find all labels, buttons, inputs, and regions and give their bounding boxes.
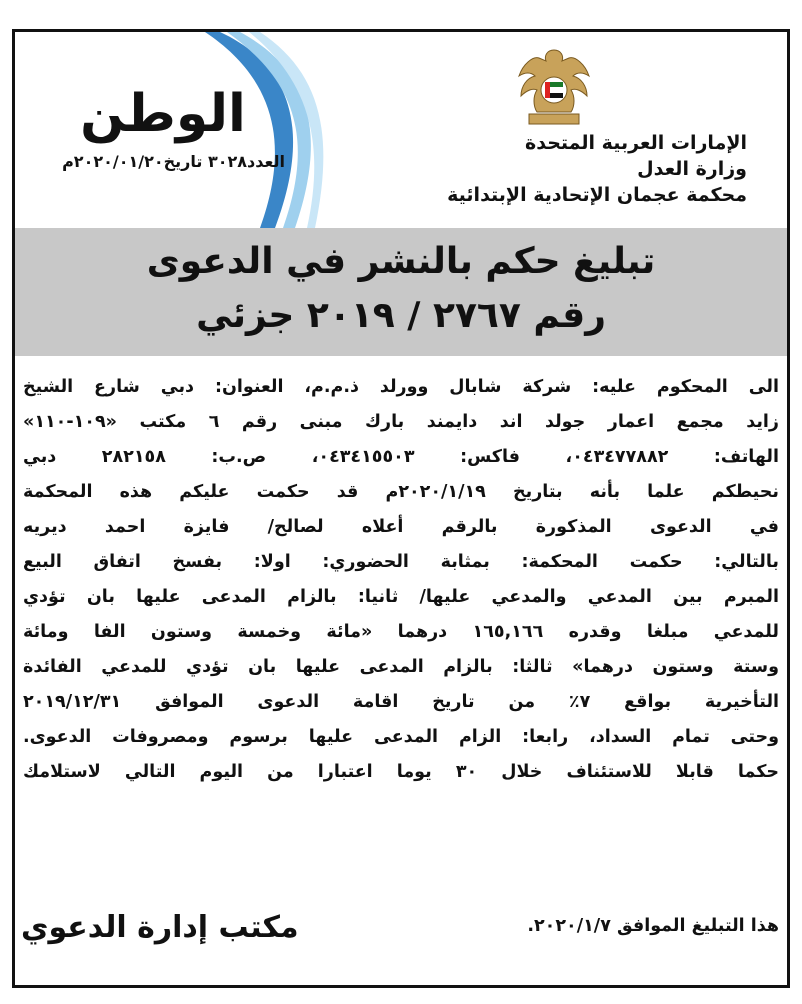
ministry-name: وزارة العدل xyxy=(637,158,747,180)
notice-frame xyxy=(12,29,790,988)
body-line: بالتالي: حكمت المحكمة: بمثابة الحضوري: اولا: بفسخ اتفاق البيع xyxy=(23,552,779,572)
body-line: حكما قابلا للاستئناف خلال ٣٠ يوما اعتبارا من اليوم التالي لاستلامك xyxy=(23,762,779,782)
notice-title: تبليغ حكم بالنشر في الدعوى xyxy=(146,241,656,282)
body-line: وستة وستون درهما» ثالثا: بالزام المدعى عليها بان تؤدي للمدعي الفائدة xyxy=(23,657,779,677)
signature-office: مكتب إدارة الدعوي xyxy=(21,910,299,945)
court-name: محكمة عجمان الإتحادية الإبتدائية xyxy=(447,184,747,206)
body-line: للمدعي مبلغا وقدره ١٦٥,١٦٦ درهما «مائة وخمسة وستون الفا ومائة xyxy=(23,622,779,642)
uae-emblem-icon xyxy=(511,46,597,130)
body-line: التأخيرية بواقع ٧٪ من تاريخ اقامة الدعوى الموافق ٢٠١٩/١٢/٣١ xyxy=(23,692,779,712)
body-line: الى المحكوم عليه: شركة شابال وورلد ذ.م.م، العنوان: دبي شارع الشيخ xyxy=(23,377,779,397)
body-line: المبرم بين المدعي والمدعي عليها/ ثانيا: بالزام المدعى عليها بان تؤدي xyxy=(23,587,779,607)
notice-footer xyxy=(15,910,787,950)
notice-title-band xyxy=(15,228,787,356)
body-line: الهاتف: ٠٤٣٤٧٧٨٨٢، فاكس: ٠٤٣٤١٥٥٠٣، ص.ب: ٢٨٢١٥٨ دبي xyxy=(23,447,779,467)
notification-date: هذا التبليغ الموافق ٢٠٢٠/١/٧. xyxy=(527,916,779,936)
government-heading xyxy=(367,130,747,208)
body-line: وحتى تمام السداد، رابعا: الزام المدعى عليها برسوم ومصروفات الدعوى. xyxy=(23,727,779,747)
issue-date: العدد٣٠٢٨ تاريخ٢٠٢٠/٠١/٢٠م xyxy=(62,152,285,171)
body-line: زايد مجمع اعمار جولد اند دايمند بارك مبنى رقم ٦ مكتب «١٠٩-١١٠» xyxy=(23,412,779,432)
notice-body xyxy=(23,370,779,790)
body-line: نحيطكم علما بأنه بتاريخ ٢٠٢٠/١/١٩م قد حكمت عليكم هذه المحكمة xyxy=(23,482,779,502)
newspaper-name: الوطن xyxy=(80,84,246,144)
notice-header xyxy=(15,32,787,228)
body-line: في الدعوى المذكورة بالرقم أعلاه لصالح/ فايزة احمد ديريه xyxy=(23,517,779,537)
case-number: رقم ٢٧٦٧ / ٢٠١٩ جزئي xyxy=(196,295,606,336)
country-name: الإمارات العربية المتحدة xyxy=(525,132,747,154)
